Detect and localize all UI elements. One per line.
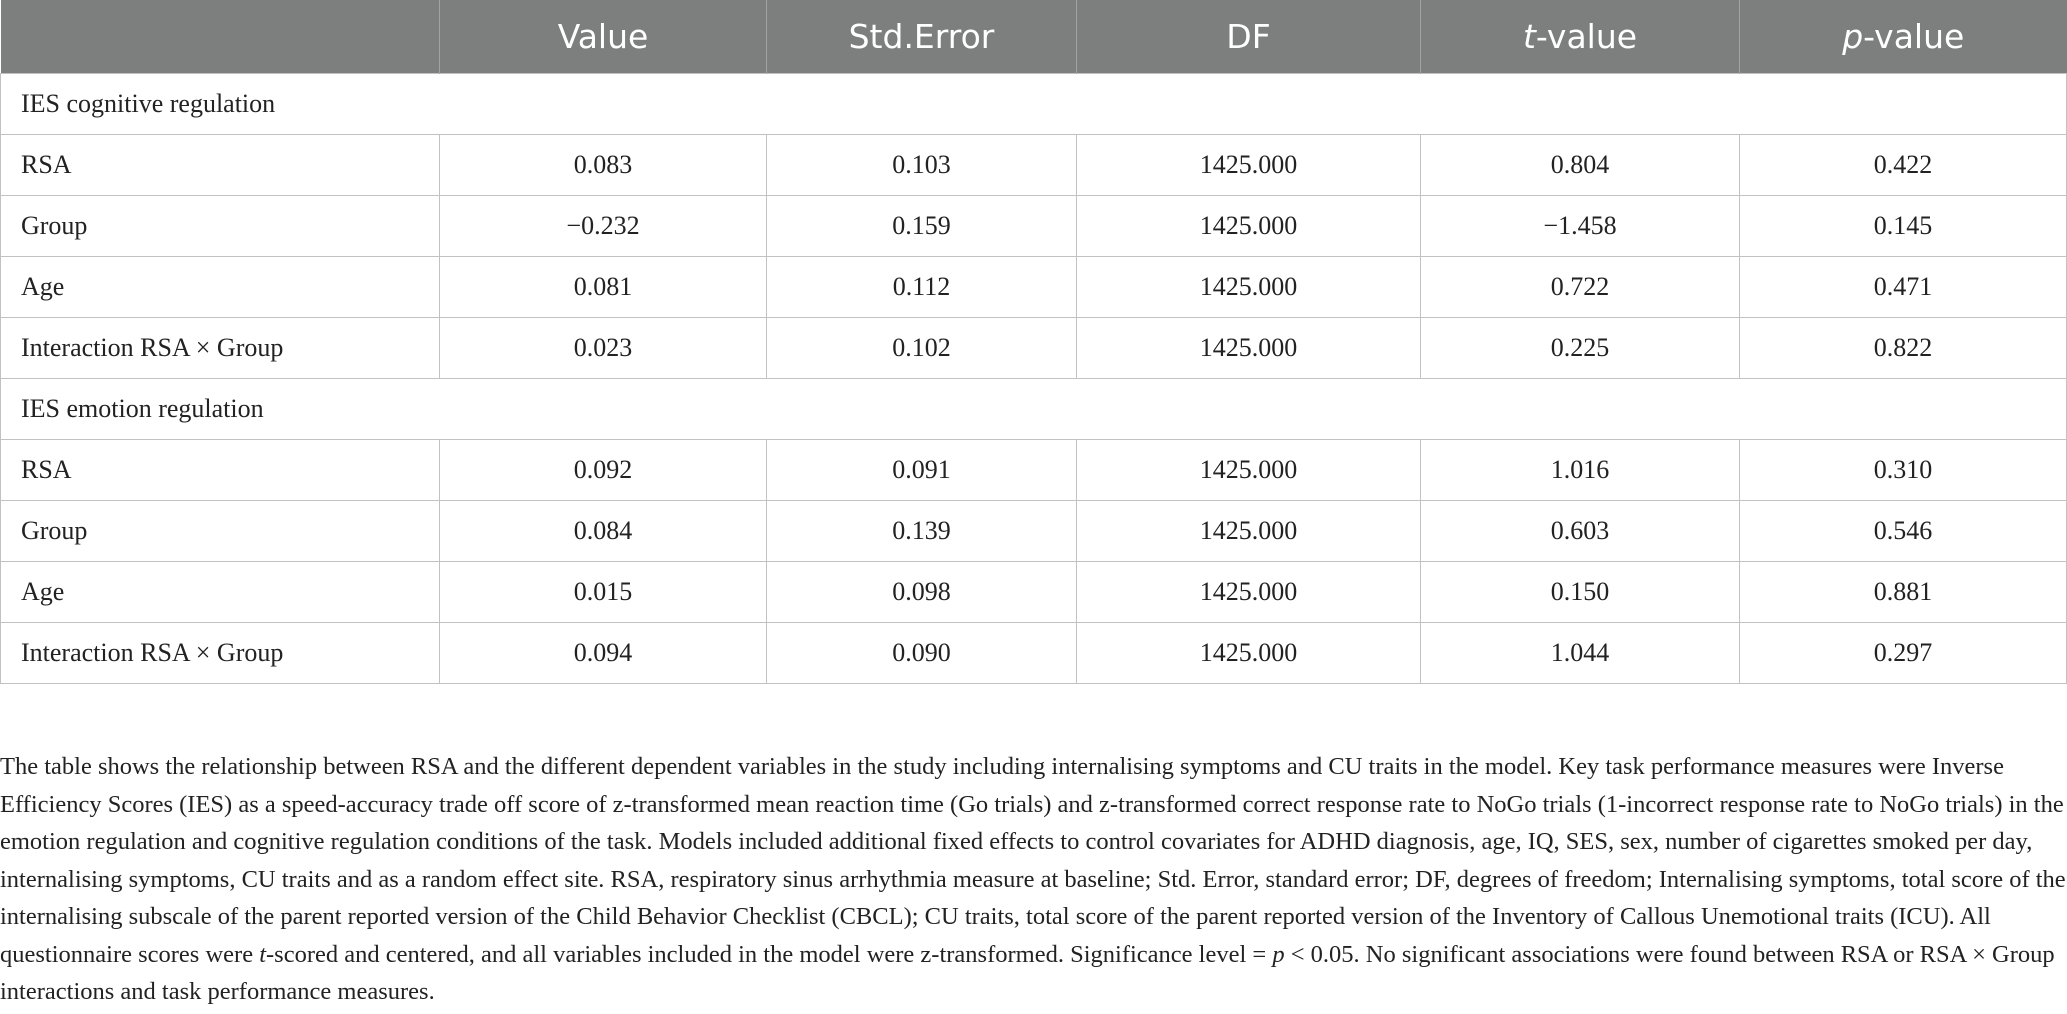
- header-blank: [1, 0, 440, 74]
- cell-df: 1425.000: [1077, 562, 1421, 623]
- header-t-value: [1421, 0, 1740, 74]
- header-value: Value: [440, 0, 767, 74]
- cell-df: 1425.000: [1077, 318, 1421, 379]
- header-p-italic: p: [1842, 17, 1864, 56]
- section-title: IES emotion regulation: [1, 379, 2067, 440]
- cell-t-value: 0.804: [1421, 135, 1740, 196]
- table-row: [1, 501, 2067, 562]
- cell-std-error: 0.091: [767, 440, 1077, 501]
- table-header: [1, 0, 2067, 74]
- header-t-italic: t: [1522, 17, 1536, 56]
- cell-t-value: 0.722: [1421, 257, 1740, 318]
- cell-std-error: 0.102: [767, 318, 1077, 379]
- cell-std-error: 0.098: [767, 562, 1077, 623]
- header-std-error: Std.Error: [767, 0, 1077, 74]
- cell-t-value: 0.225: [1421, 318, 1740, 379]
- footnote-t-italic: t: [259, 940, 267, 968]
- cell-value: 0.083: [440, 135, 767, 196]
- table-row: [1, 623, 2067, 684]
- header-df: DF: [1077, 0, 1421, 74]
- cell-p-value: 0.145: [1740, 196, 2067, 257]
- row-label: Age: [1, 562, 440, 623]
- table-row: [1, 196, 2067, 257]
- cell-df: 1425.000: [1077, 135, 1421, 196]
- table-footnote: [0, 748, 2066, 1011]
- cell-value: 0.084: [440, 501, 767, 562]
- cell-df: 1425.000: [1077, 257, 1421, 318]
- cell-std-error: 0.090: [767, 623, 1077, 684]
- cell-p-value: 0.546: [1740, 501, 2067, 562]
- footnote-p-italic: p: [1272, 940, 1285, 968]
- cell-p-value: 0.822: [1740, 318, 2067, 379]
- cell-p-value: 0.881: [1740, 562, 2067, 623]
- section-row: [1, 379, 2067, 440]
- header-t-rest: -value: [1535, 17, 1638, 56]
- cell-std-error: 0.112: [767, 257, 1077, 318]
- header-row: [1, 0, 2067, 74]
- cell-value: 0.023: [440, 318, 767, 379]
- header-p-rest: -value: [1863, 17, 1965, 56]
- footnote-part-1: The table shows the relationship between RSA and the different dependent variables in the study including internalising symptoms and CU traits in the model. Key task performance measures were Inverse Efficiency Scores (IES) as a speed-accuracy trade off score of z-transformed mean reaction time (Go trials) and z-transformed correct response rate to NoGo trials (1-incorrect response rate to NoGo trials) in the emotion regulation and cognitive regulation conditions of the task. Models included additional fixed effects to control covariates for ADHD diagnosis, age, IQ, SES, sex, number of cigarettes smoked per day, internalising symptoms, CU traits and as a random effect site. RSA, respiratory sinus arrhythmia measure at baseline; Std. Error, standard error; DF, degrees of freedom; Internalising symptoms, total score of the internalising subscale of the parent reported version of the Child Behavior Checklist (CBCL); CU traits, total score of the parent reported version of the Inventory of Callous Unemotional traits (ICU). All questionnaire scores were: [0, 753, 2066, 968]
- cell-p-value: 0.310: [1740, 440, 2067, 501]
- cell-std-error: 0.159: [767, 196, 1077, 257]
- cell-p-value: 0.471: [1740, 257, 2067, 318]
- table-body: [1, 74, 2067, 684]
- cell-value: 0.015: [440, 562, 767, 623]
- cell-t-value: 0.603: [1421, 501, 1740, 562]
- cell-value: −0.232: [440, 196, 767, 257]
- table-row: [1, 257, 2067, 318]
- cell-value: 0.081: [440, 257, 767, 318]
- cell-t-value: 1.016: [1421, 440, 1740, 501]
- row-label: Age: [1, 257, 440, 318]
- footnote-part-3: < 0.05. No significant associations were found between RSA or RSA × Group interactions and task performance measures.: [0, 940, 2055, 1005]
- cell-df: 1425.000: [1077, 440, 1421, 501]
- section-title: IES cognitive regulation: [1, 74, 2067, 135]
- header-p-value: [1740, 0, 2067, 74]
- table-row: [1, 562, 2067, 623]
- footnote-part-2: -scored and centered, and all variables included in the model were z-transformed. Significance level =: [266, 940, 1273, 968]
- table-row: [1, 135, 2067, 196]
- row-label: RSA: [1, 135, 440, 196]
- table-row: [1, 440, 2067, 501]
- cell-t-value: 0.150: [1421, 562, 1740, 623]
- cell-df: 1425.000: [1077, 196, 1421, 257]
- table-row: [1, 318, 2067, 379]
- cell-t-value: −1.458: [1421, 196, 1740, 257]
- row-label: Group: [1, 196, 440, 257]
- cell-p-value: 0.422: [1740, 135, 2067, 196]
- cell-t-value: 1.044: [1421, 623, 1740, 684]
- cell-df: 1425.000: [1077, 501, 1421, 562]
- section-row: [1, 74, 2067, 135]
- cell-p-value: 0.297: [1740, 623, 2067, 684]
- row-label: Group: [1, 501, 440, 562]
- cell-df: 1425.000: [1077, 623, 1421, 684]
- cell-value: 0.094: [440, 623, 767, 684]
- row-label: Interaction RSA × Group: [1, 623, 440, 684]
- cell-std-error: 0.139: [767, 501, 1077, 562]
- cell-value: 0.092: [440, 440, 767, 501]
- row-label: Interaction RSA × Group: [1, 318, 440, 379]
- row-label: RSA: [1, 440, 440, 501]
- cell-std-error: 0.103: [767, 135, 1077, 196]
